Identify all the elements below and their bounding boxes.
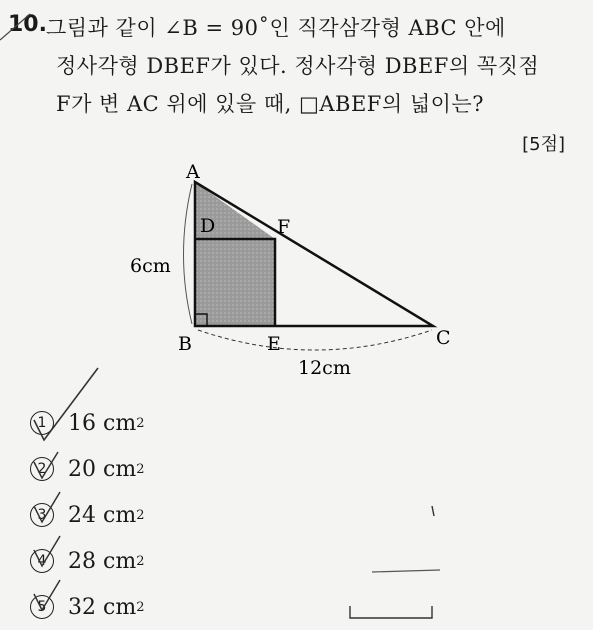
choice-number: 5 [30, 595, 54, 619]
choice-value: 28 [68, 548, 96, 574]
pencil-stroke [432, 506, 434, 516]
choice-unit: cm [103, 456, 137, 482]
choice-number: 4 [30, 549, 54, 573]
pencil-stroke [350, 606, 432, 618]
choice-number: 1 [30, 411, 54, 435]
label-c: C [436, 327, 451, 349]
choice-1[interactable] [30, 400, 144, 446]
pencil-stroke [372, 570, 440, 572]
choice-exponent: 2 [136, 461, 145, 477]
choice-5[interactable] [30, 584, 144, 630]
choice-exponent: 2 [136, 599, 145, 615]
choice-exponent: 2 [136, 507, 145, 523]
choice-value: 20 [68, 456, 96, 482]
choice-value: 32 [68, 594, 96, 620]
bc-dimension-arc [198, 330, 432, 350]
choice-2[interactable] [30, 446, 144, 492]
triangle-figure [120, 160, 480, 390]
ab-dimension-arc [184, 184, 193, 324]
choice-exponent: 2 [136, 553, 145, 569]
choice-4[interactable] [30, 538, 144, 584]
choice-exponent: 2 [136, 415, 145, 431]
choice-unit: cm [103, 548, 137, 574]
answer-choices [30, 400, 144, 630]
choice-number: 2 [30, 457, 54, 481]
choice-unit: cm [103, 410, 137, 436]
label-d: D [200, 215, 216, 237]
shaded-quadrilateral-abef [195, 182, 275, 326]
question-line-1: 그림과 같이 ∠B = 90˚인 직각삼각형 ABC 안에 [46, 16, 506, 40]
points-label: [5점] [522, 134, 565, 155]
choice-3[interactable] [30, 492, 144, 538]
choice-unit: cm [103, 594, 137, 620]
choice-value: 16 [68, 410, 96, 436]
choice-unit: cm [103, 502, 137, 528]
question-line-3: F가 변 AC 위에 있을 때, □ABEF의 넓이는? [56, 92, 484, 116]
label-ab-length: 6cm [130, 255, 171, 277]
choice-number: 3 [30, 503, 54, 527]
label-b: B [178, 333, 192, 355]
label-e: E [267, 333, 281, 355]
question-number: 10. [8, 12, 47, 37]
question-line-2: 정사각형 DBEF가 있다. 정사각형 DBEF의 꼭짓점 [56, 54, 540, 78]
label-bc-length: 12cm [298, 357, 351, 379]
choice-value: 24 [68, 502, 96, 528]
label-a: A [186, 161, 200, 183]
label-f: F [277, 216, 291, 238]
